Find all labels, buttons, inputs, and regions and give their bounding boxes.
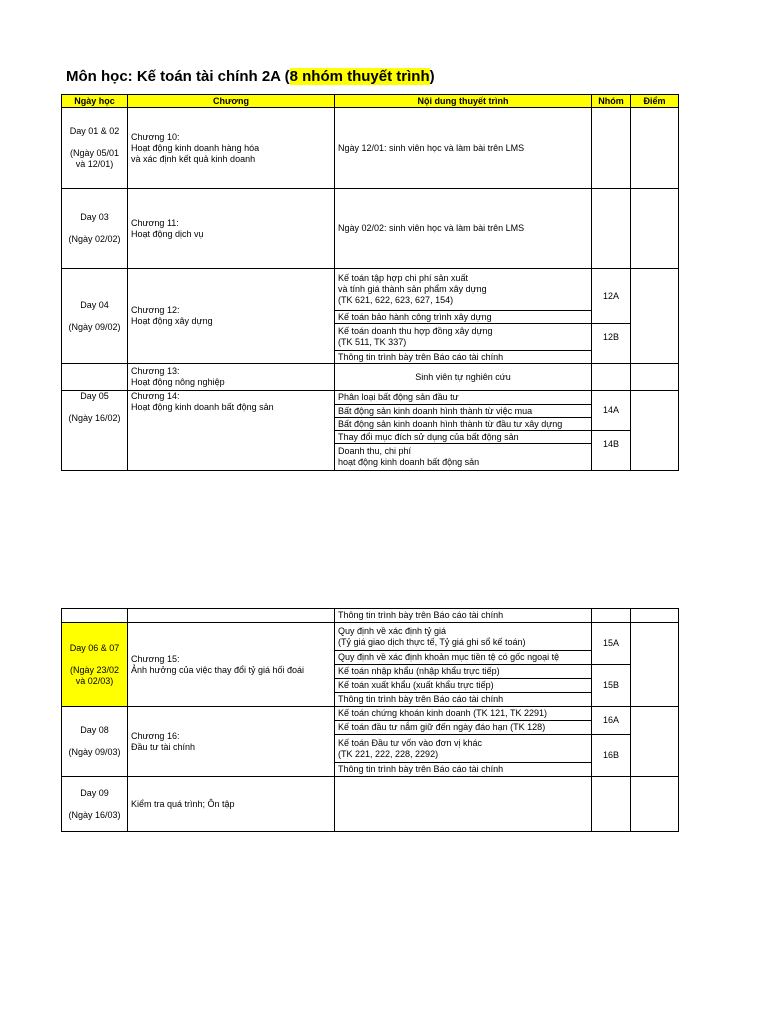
content-cell: Bất động sản kinh doanh hình thành từ việc mua — [335, 405, 592, 418]
group-cell: 15B — [592, 665, 631, 707]
header-chapter: Chương — [128, 95, 335, 108]
score-cell — [631, 269, 679, 364]
table-row — [62, 707, 679, 721]
chapter-desc: Hoạt động nông nghiệp — [131, 377, 225, 387]
score-cell — [631, 707, 679, 777]
content-cell: Phân loại bất động sản đầu tư — [335, 391, 592, 405]
chapter-title: Chương 12: — [131, 305, 180, 315]
day-label: Day 05 — [80, 391, 109, 401]
score-cell — [631, 189, 679, 269]
group-cell — [592, 777, 631, 832]
group-cell — [592, 189, 631, 269]
content-cell: Ngày 02/02: sinh viên học và làm bài trên LMS — [335, 189, 592, 269]
day-cell — [62, 269, 128, 364]
header-content: Nội dung thuyết trình — [335, 95, 592, 108]
group-cell: 12B — [592, 324, 631, 364]
chapter-title: Chương 15: — [131, 653, 180, 664]
day-date: (Ngày 09/02) — [68, 321, 121, 332]
group-cell: 14A — [592, 391, 631, 431]
day-cell — [62, 108, 128, 189]
score-cell — [631, 623, 679, 707]
day-date: (Ngày 16/03) — [68, 809, 121, 820]
content-cell: Thông tin trình bày trên Báo cáo tài chính — [335, 351, 592, 364]
group-cell — [592, 609, 631, 623]
content-line: (TK 621, 622, 623, 627, 154) — [338, 295, 454, 305]
chapter-desc: Đầu tư tài chính — [131, 741, 196, 752]
content-cell: Quy định về xác định khoản mục tiền tệ có gốc ngoại tệ — [335, 651, 592, 665]
schedule-table-2 — [61, 608, 679, 832]
content-cell — [335, 324, 592, 351]
content-cell: Kế toán xuất khẩu (xuất khẩu trực tiếp) — [335, 679, 592, 693]
day-cell — [62, 364, 128, 391]
table-row — [62, 108, 679, 189]
content-cell: Sinh viên tự nghiên cứu — [335, 364, 592, 391]
content-line: Kế toán doanh thu hợp đồng xây dựng — [338, 326, 493, 336]
group-cell: 15A — [592, 623, 631, 665]
chapter-cell — [128, 364, 335, 391]
content-cell: Kế toán chứng khoán kinh doanh (TK 121, TK 2291) — [335, 707, 592, 721]
day-label: Day 08 — [80, 725, 109, 735]
day-label: Day 04 — [80, 299, 109, 310]
chapter-cell — [128, 391, 335, 471]
content-cell: Kế toán đầu tư nắm giữ đến ngày đáo hạn (TK 128) — [335, 721, 592, 735]
chapter-title: Chương 11: — [131, 217, 179, 228]
title-highlight: 8 nhóm thuyết trình — [289, 68, 430, 85]
content-cell: Thông tin trình bày trên Báo cáo tài chính — [335, 763, 592, 777]
content-cell — [335, 735, 592, 763]
content-line: Doanh thu, chi phí — [338, 446, 412, 456]
group-cell: 14B — [592, 431, 631, 471]
day-cell — [62, 623, 128, 707]
content-cell — [335, 623, 592, 651]
chapter-desc: Hoạt động dịch vụ — [131, 228, 204, 239]
content-cell — [335, 269, 592, 311]
table-row — [62, 777, 679, 832]
header-day: Ngày học — [62, 95, 128, 108]
content-cell: Kế toán bảo hành công trình xây dựng — [335, 311, 592, 324]
chapter-title: Chương 10: — [131, 131, 180, 142]
page-title — [66, 68, 435, 85]
table-row — [62, 364, 679, 391]
content-line: hoạt động kinh doanh bất động sản — [338, 457, 480, 467]
day-date: (Ngày 09/03) — [68, 747, 121, 757]
day-cell — [62, 707, 128, 777]
chapter-desc: Ảnh hưởng của việc thay đổi tỷ giá hối đoái — [131, 664, 305, 675]
chapter-desc: và xác định kết quả kinh doanh — [131, 153, 256, 164]
chapter-title: Chương 14: — [131, 391, 180, 401]
chapter-cell — [128, 707, 335, 777]
table-row — [62, 391, 679, 405]
content-cell: Thay đổi mục đích sử dụng của bất động sản — [335, 431, 592, 444]
table-header — [62, 95, 679, 108]
content-cell: Thông tin trình bày trên Báo cáo tài chính — [335, 609, 592, 623]
content-line: (Tỷ giá giao dịch thực tế, Tỷ giá ghi sổ kế toán) — [338, 636, 526, 647]
table-row — [62, 269, 679, 311]
day-cell — [62, 391, 128, 471]
content-cell: Ngày 12/01: sinh viên học và làm bài trên LMS — [335, 108, 592, 189]
score-cell — [631, 609, 679, 623]
schedule-table-1 — [61, 94, 679, 471]
content-cell — [335, 777, 592, 832]
content-cell: Kế toán nhập khẩu (nhập khẩu trực tiếp) — [335, 665, 592, 679]
day-label: Day 06 & 07 — [69, 642, 120, 653]
chapter-cell — [128, 609, 335, 623]
content-line: Quy định về xác định tỷ giá — [338, 625, 447, 636]
group-cell — [592, 108, 631, 189]
content-cell — [335, 444, 592, 471]
day-label: Day 01 & 02 — [69, 126, 120, 136]
day-cell — [62, 609, 128, 623]
group-cell: 16B — [592, 735, 631, 777]
chapter-title: Chương 16: — [131, 730, 180, 741]
content-cell: Thông tin trình bày trên Báo cáo tài chính — [335, 693, 592, 707]
chapter-desc: Hoạt động xây dựng — [131, 316, 213, 326]
chapter-desc: Hoạt động kinh doanh bất động sản — [131, 402, 274, 412]
chapter-cell — [128, 269, 335, 364]
day-label: Day 03 — [80, 212, 109, 222]
content-line: và tính giá thành sản phẩm xây dựng — [338, 284, 487, 294]
header-score: Điểm — [631, 95, 679, 108]
chapter-cell: Kiểm tra quá trình; Ôn tập — [128, 777, 335, 832]
day-cell — [62, 189, 128, 269]
score-cell — [631, 108, 679, 189]
day-cell — [62, 777, 128, 832]
group-cell: 16A — [592, 707, 631, 735]
day-date: (Ngày 23/02 và 02/03) — [69, 664, 120, 686]
chapter-title: Chương 13: — [131, 366, 180, 376]
title-suffix: ) — [429, 68, 435, 85]
chapter-cell — [128, 623, 335, 707]
group-cell — [592, 364, 631, 391]
day-date: (Ngày 02/02) — [68, 234, 121, 244]
header-group: Nhóm — [592, 95, 631, 108]
chapter-cell — [128, 189, 335, 269]
chapter-desc: Hoạt động kinh doanh hàng hóa — [131, 142, 260, 153]
score-cell — [631, 364, 679, 391]
content-line: (TK 511, TK 337) — [338, 337, 407, 347]
content-line: Kế toán tập hợp chi phí sản xuất — [338, 273, 468, 283]
title-prefix: Môn học: Kế toán tài chính 2A ( — [66, 68, 290, 85]
content-line: (TK 221, 222, 228, 2292) — [338, 748, 439, 759]
day-label: Day 09 — [80, 787, 109, 798]
day-date: (Ngày 16/02) — [68, 413, 121, 423]
table-row — [62, 189, 679, 269]
content-cell: Bất động sản kinh doanh hình thành từ đầu tư xây dựng — [335, 418, 592, 431]
day-date: (Ngày 05/01 và 12/01) — [69, 148, 120, 169]
table-row — [62, 623, 679, 651]
chapter-cell — [128, 108, 335, 189]
group-cell: 12A — [592, 269, 631, 324]
table-row — [62, 609, 679, 623]
score-cell — [631, 391, 679, 471]
score-cell — [631, 777, 679, 832]
content-line: Kế toán Đầu tư vốn vào đơn vị khác — [338, 737, 483, 748]
